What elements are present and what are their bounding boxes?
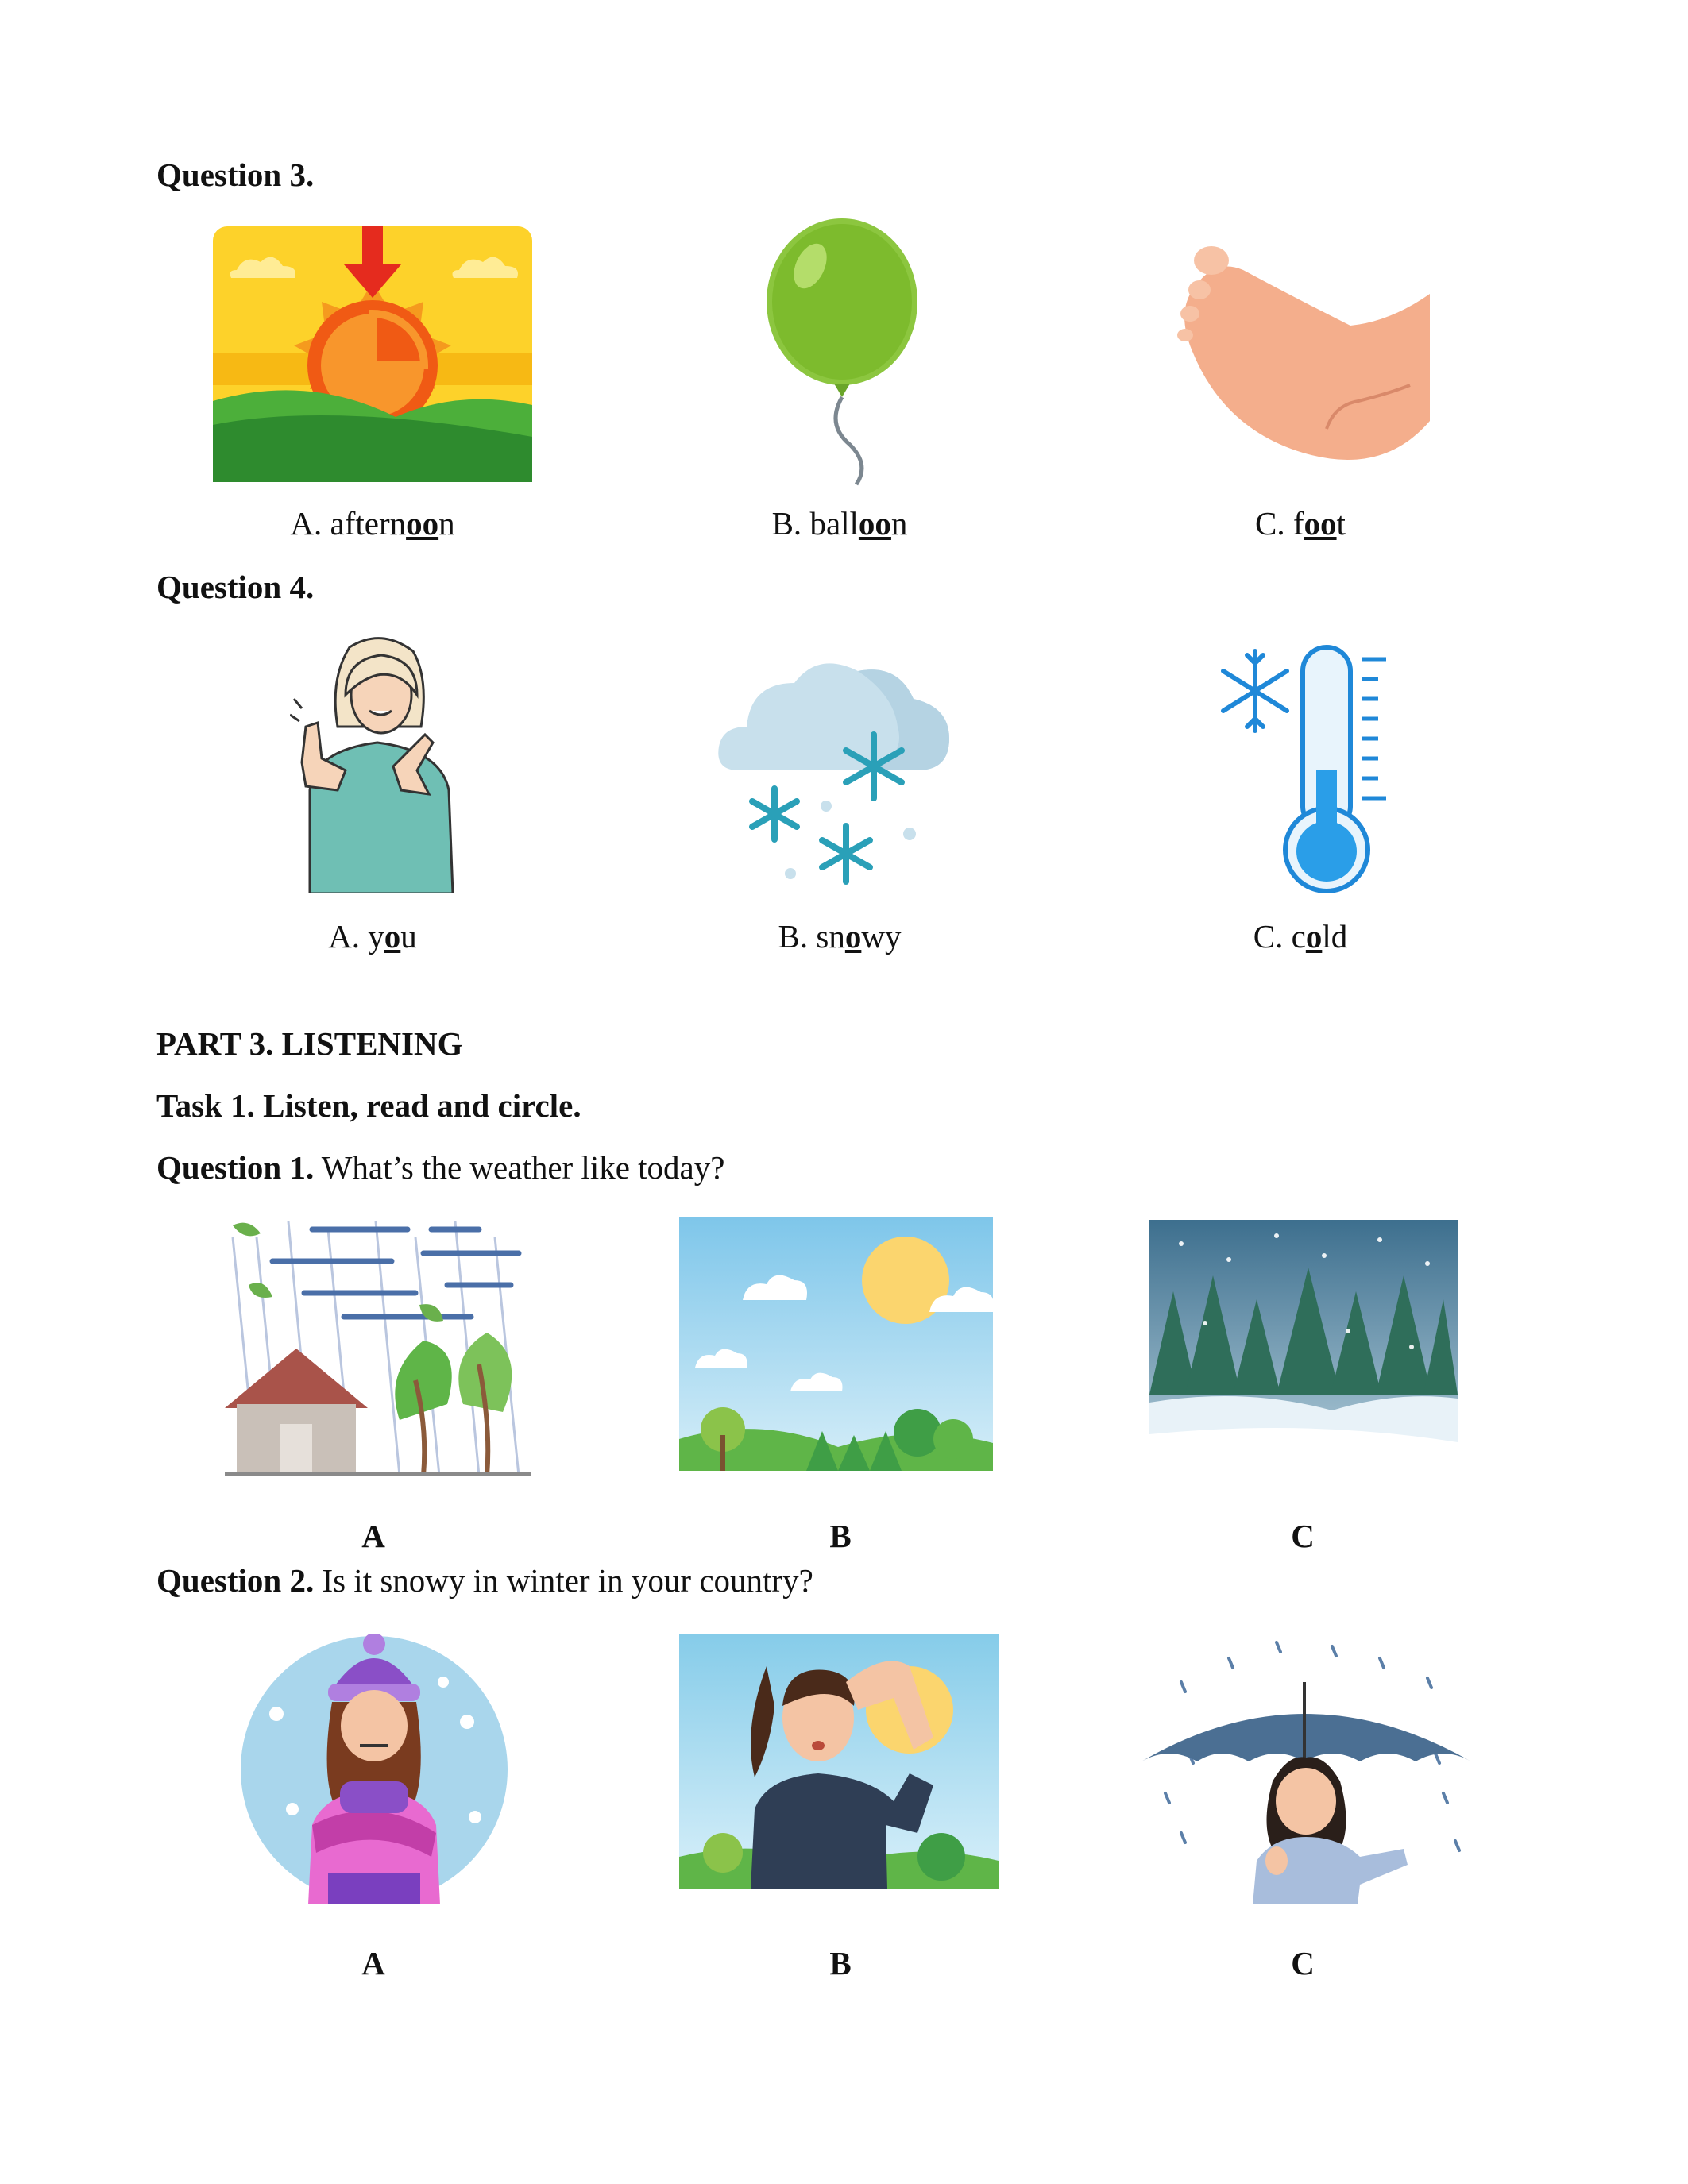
rainy-umbrella-girl-icon xyxy=(1141,1634,1471,1904)
listening-question-2: Question 2. Is it snowy in winter in your country? xyxy=(156,1562,813,1599)
q2-option-c-label: C xyxy=(1291,1945,1315,1981)
q4-option-c: C. cold xyxy=(1253,918,1348,955)
snowy-forest-icon xyxy=(1149,1220,1458,1474)
hot-girl-icon xyxy=(679,1634,999,1889)
listening-question-1: Question 1. What’s the weather like today? xyxy=(156,1149,725,1186)
q1-option-a-label: A xyxy=(361,1518,385,1554)
question-4-title: Question 4. xyxy=(156,569,315,605)
task-1-title: Task 1. Listen, read and circle. xyxy=(156,1087,581,1124)
sunny-sky-icon xyxy=(679,1217,993,1471)
q3-option-a: A. afternoon xyxy=(290,505,455,542)
part-3-title: PART 3. LISTENING xyxy=(156,1025,463,1062)
girl-pointing-icon xyxy=(290,631,473,893)
q2-option-a-label: A xyxy=(361,1945,385,1981)
balloon-icon xyxy=(763,218,921,488)
q4-option-a: A. you xyxy=(328,918,417,955)
cold-girl-icon xyxy=(237,1634,512,1904)
q4-option-b: B. snowy xyxy=(778,918,902,955)
sunset-icon xyxy=(213,226,532,482)
windy-rain-icon xyxy=(225,1221,531,1476)
q2-option-b-label: B xyxy=(829,1945,852,1981)
q3-option-c: C. foot xyxy=(1255,505,1346,542)
q3-option-b: B. balloon xyxy=(771,505,908,542)
q1-option-c-label: C xyxy=(1291,1518,1315,1554)
q1-option-b-label: B xyxy=(829,1518,852,1554)
thermometer-cold-icon xyxy=(1219,643,1394,897)
foot-icon xyxy=(1176,238,1430,477)
question-3-title: Question 3. xyxy=(156,156,315,193)
snow-cloud-icon xyxy=(715,651,953,889)
